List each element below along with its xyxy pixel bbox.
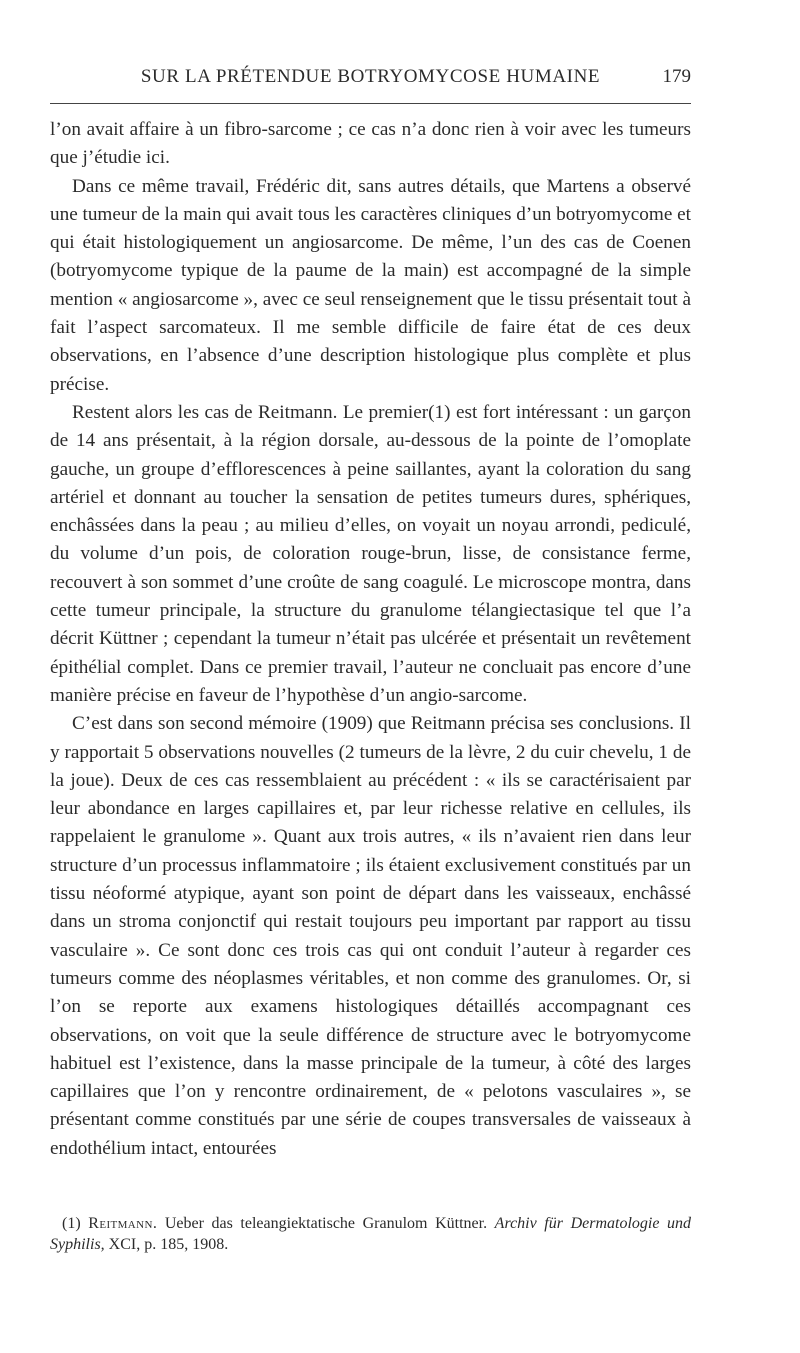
page-header (50, 62, 691, 94)
paragraph-text: Restent alors les cas de Reitmann. Le premier (72, 401, 429, 423)
paragraph: Dans ce même travail, Frédéric dit, sans autres détails, que Martens a observé une tumeur de la main qui avait tous les caractères cliniques d’un botryomycome et qui était histologiquement un angiosarcome. De même, l’un des cas de Coenen (botryomycome typique de la paume de la main) est accompagné de la simple mention « angiosarcome », avec ce seul renseignement que le tissu présentait tout à fait l’aspect sarcomateux. Il me semble difficile de faire état de ces deux observations, en l’absence d’une description histologique plus complète et plus précise. (50, 175, 691, 395)
running-title: SUR LA PRÉTENDUE BOTRYOMYCOSE HUMAINE (140, 66, 601, 87)
footnote-journal: Archiv für Dermatologie und Syphilis, (50, 1215, 692, 1253)
footnote-marker: (1) (62, 1215, 81, 1232)
page-number: 179 (662, 66, 691, 87)
paragraph: l’on avait affaire à un fibro-sarcome ; ce cas n’a donc rien à voir avec les tumeurs que j’étudie ici. (50, 119, 691, 169)
header-rule (50, 103, 691, 104)
paragraph-text: est fort intéressant : un garçon de 14 ans présentait, à la région dorsale, au-dessous de la pointe de l’omoplate gauche, un groupe d’efflorescences à peine saillantes, ayant la coloration du sang artériel et donnant au toucher la sensation de petites tumeurs dures, sphériques, enchâssées dans la peau ; au milieu d’elles, on voyait un noyau arrondi, pediculé, du volume d’un pois, de coloration rouge-brun, lisse, de consistance ferme, recouvert à son sommet d’une croûte de sang coagulé. Le microscope montra, dans cette tumeur principale, la structure du granulome télangiectasique tel que l’a décrit Küttner ; cependant la tumeur n’était pas ulcérée et présentait un revêtement épithélial complet. Dans ce premier travail, l’auteur ne concluait pas encore d’une manière précise en faveur de l’hypothèse d’un angio-sarcome. (50, 401, 691, 706)
footnote (50, 1213, 691, 1255)
footnote-title: Ueber das teleangiektatische Granulom Küttner. (164, 1215, 488, 1232)
footnote-details: XCI, p. 185, 1908. (108, 1236, 229, 1253)
paragraph (50, 399, 691, 710)
paragraph: C’est dans son second mémoire (1909) que Reitmann précisa ses conclusions. Il y rapportait 5 observations nouvelles (2 tumeurs de la lèvre, 2 du cuir chevelu, 1 de la joue). Deux de ces cas ressemblaient au précédent : « ils se caractérisaient par leur abondance en larges capillaires et, par leur richesse relative en cellules, ils rappelaient le granulome ». Quant aux trois autres, « ils n’avaient rien dans leur structure d’un processus inflammatoire ; ils étaient exclusivement constitués par un tissu néoformé atypique, ayant son point de départ dans les vaisseaux, enchâssé dans un stroma conjonctif qui restait toujours peu important par rapport au tissu vasculaire ». Ce sont donc ces trois cas qui ont conduit l’auteur à regarder ces tumeurs comme des néoplasmes véritables, et non comme des granulomes. Or, si l’on se reporte aux examens histologiques détaillés accompagnant ces observations, on voit que la seule différence de structure avec le botryomycome habituel est l’existence, dans la masse principale de la tumeur, à côté des larges capillaires que l’on y rencontre ordinairement, de « pelotons vasculaires », se présentant comme constitués par une série de coupes transversales de vaisseaux à endothélium intact, entourées (50, 713, 691, 1159)
footnote-author: Reitmann. (88, 1215, 158, 1232)
footnote-reference: (1) (428, 401, 451, 423)
body-text (50, 116, 691, 1163)
